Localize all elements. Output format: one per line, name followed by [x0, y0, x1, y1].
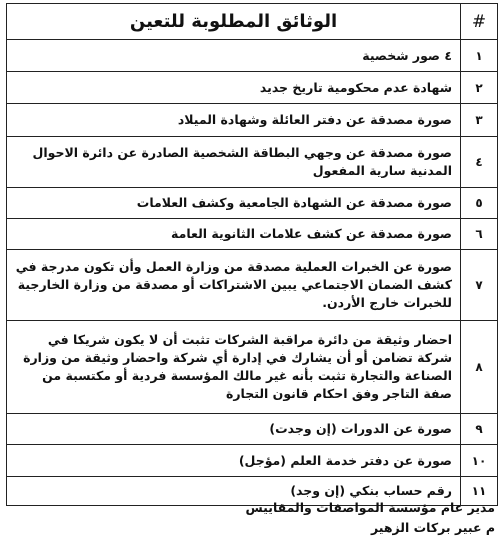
row-text: رقم حساب بنكي (إن وجد)	[7, 477, 461, 506]
table-row	[7, 219, 498, 250]
row-number: ٨	[461, 321, 498, 414]
row-text: صورة مصدقة عن الشهادة الجامعية وكشف العلامات	[7, 188, 461, 219]
row-text: صورة مصدقة عن كشف علامات الثانوية العامة	[7, 219, 461, 250]
row-number: ١	[461, 40, 498, 72]
row-text: صورة مصدقة عن وجهي البطاقة الشخصية الصادرة عن دائرة الاحوال المدنية سارية المفعول	[7, 137, 461, 188]
row-text: ٤ صور شخصية	[7, 40, 461, 72]
row-number: ٦	[461, 219, 498, 250]
table-header-row	[7, 4, 498, 40]
row-text: صورة عن الخبرات العملية مصدقة من وزارة العمل وأن تكون مدرجة في كشف الضمان الاجتماعي يبين الاشتراكات أو مصدقة من وزارة الخارجية للخبرات خارج الأردن.	[7, 250, 461, 321]
table-row	[7, 445, 498, 477]
row-text: احضار وثيقة من دائرة مراقبة الشركات تثبت أن لا يكون شريكا في شركة تضامن أو أن يشارك في إدارة أي شركة واحضار وثيقة من وزارة الصناعة والتجارة تثبت بأنه غير مالك المؤسسة فردية أو مكتسبة من صفة التاجر وفق احكام قانون التجارة	[7, 321, 461, 414]
table-row	[7, 40, 498, 72]
header-number: #	[461, 4, 498, 40]
table-row	[7, 414, 498, 445]
row-text: شهادة عدم محكومية تاريخ جديد	[7, 72, 461, 104]
row-number: ٣	[461, 104, 498, 137]
table-row	[7, 72, 498, 104]
table-row	[7, 250, 498, 321]
table-row	[7, 188, 498, 219]
row-number: ٩	[461, 414, 498, 445]
table-row	[7, 321, 498, 414]
signature-title: مدير عام مؤسسة المواصفات والمقاييس	[245, 500, 495, 515]
row-text: صورة عن دفتر خدمة العلم (مؤجل)	[7, 445, 461, 477]
header-title: الوثائق المطلوبة للتعين	[7, 4, 461, 40]
signature-block	[246, 498, 496, 538]
row-text: صورة عن الدورات (إن وجدت)	[7, 414, 461, 445]
row-text: صورة مصدقة عن دفتر العائلة وشهادة الميلاد	[7, 104, 461, 137]
row-number: ٧	[461, 250, 498, 321]
row-number: ١٠	[461, 445, 498, 477]
table-row	[7, 137, 498, 188]
required-documents-table	[6, 3, 498, 506]
row-number: ٥	[461, 188, 498, 219]
row-number: ٤	[461, 137, 498, 188]
row-number: ٢	[461, 72, 498, 104]
table-row	[7, 104, 498, 137]
signature-name: م عبير بركات الزهير	[370, 520, 495, 535]
row-number: ١١	[461, 477, 498, 506]
